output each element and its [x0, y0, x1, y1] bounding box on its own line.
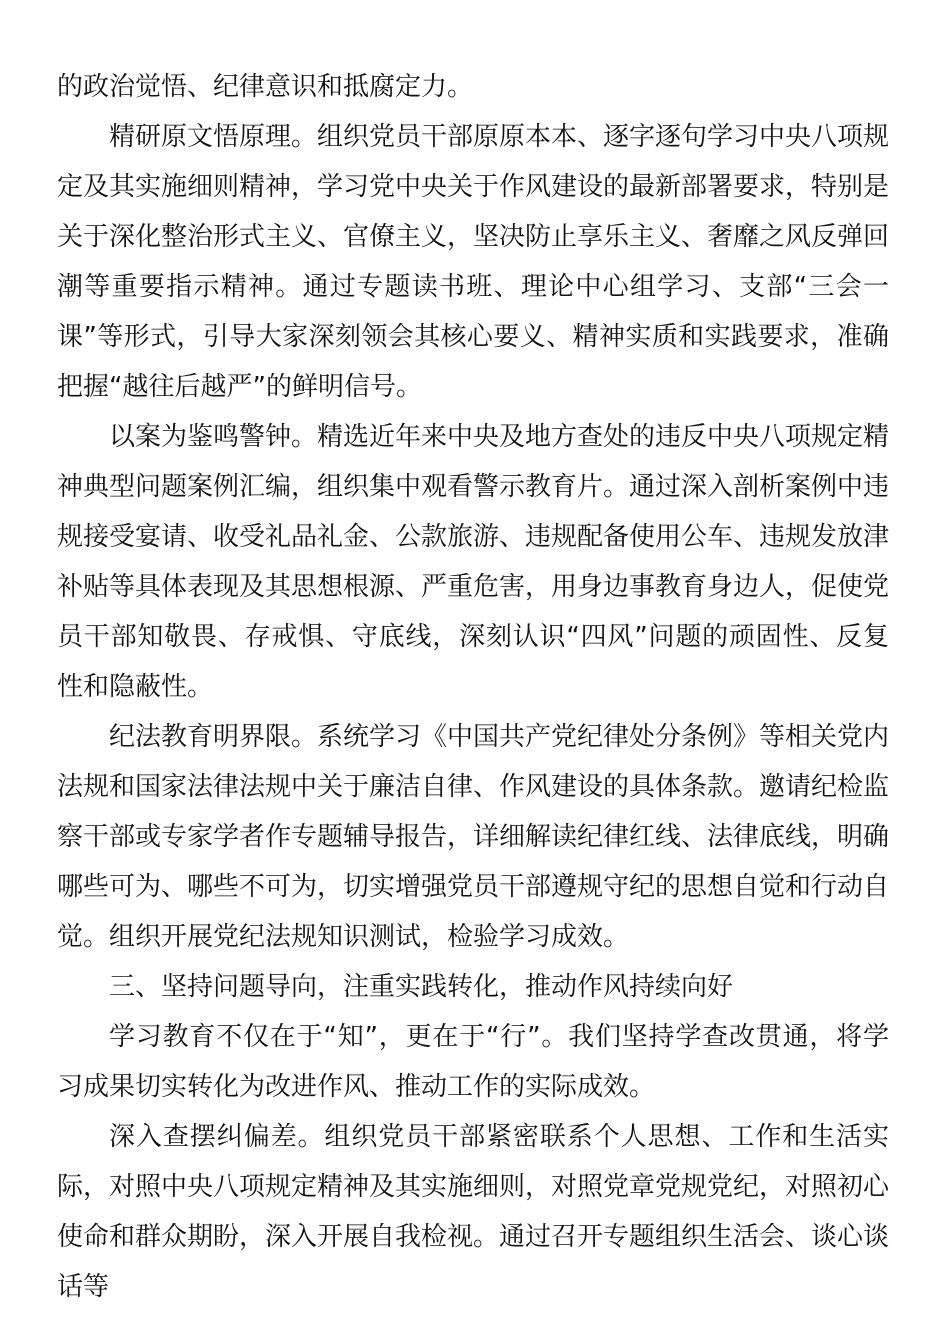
document-page — [57, 62, 889, 1312]
paragraph-self-examination: 深入查摆纠偏差。组织党员干部紧密联系个人思想、工作和生活实际，对照中央八项规定精神及其实施细则，对照党章党规党纪，对照初心使命和群众期盼，深入开展自我检视。通过召开专题组织生活会、谈心谈话等 — [57, 1122, 890, 1302]
paragraph-learning-to-action: 学习教育不仅在于“知”，更在于“行”。我们坚持学查改贯通，将学习成果切实转化为改进作风、推动工作的实际成效。 — [57, 1022, 889, 1102]
paragraph-discipline-law-education: 纪法教育明界限。系统学习《中国共产党纪律处分条例》等相关党内法规和国家法律法规中关于廉洁自律、作风建设的具体条款。邀请纪检监察干部或专家学者作专题辅导报告，详细解读纪律红线、法律底线，明确哪些可为、哪些不可为，切实增强党员干部遵规守纪的思想自觉和行动自觉。组织开展党纪法规知识测试，检验学习成效。 — [57, 722, 890, 952]
paragraph-study-original-text: 精研原文悟原理。组织党员干部原原本本、逐字逐句学习中央八项规定及其实施细则精神，学习党中央关于作风建设的最新部署要求，特别是关于深化整治形式主义、官僚主义，坚决防止享乐主义、奢靡之风反弹回潮等重要指示精神。通过专题读书班、理论中心组学习、支部“三会一课”等形式，引导大家深刻领会其核心要义、精神实质和实践要求，准确把握“越往后越严”的鲜明信号。 — [57, 122, 890, 402]
section-heading-three: 三、坚持问题导向，注重实践转化，推动作风持续向好 — [109, 972, 734, 1002]
paragraph-continuation: 的政治觉悟、纪律意识和抵腐定力。 — [57, 72, 474, 102]
paragraph-case-warning: 以案为鉴鸣警钟。精选近年来中央及地方查处的违反中央八项规定精神典型问题案例汇编，组织集中观看警示教育片。通过深入剖析案例中违规接受宴请、收受礼品礼金、公款旅游、违规配备使用公车、违规发放津补贴等具体表现及其思想根源、严重危害，用身边事教育身边人，促使党员干部知敬畏、存戒惧、守底线，深刻认识“四风”问题的顽固性、反复性和隐蔽性。 — [57, 422, 890, 702]
